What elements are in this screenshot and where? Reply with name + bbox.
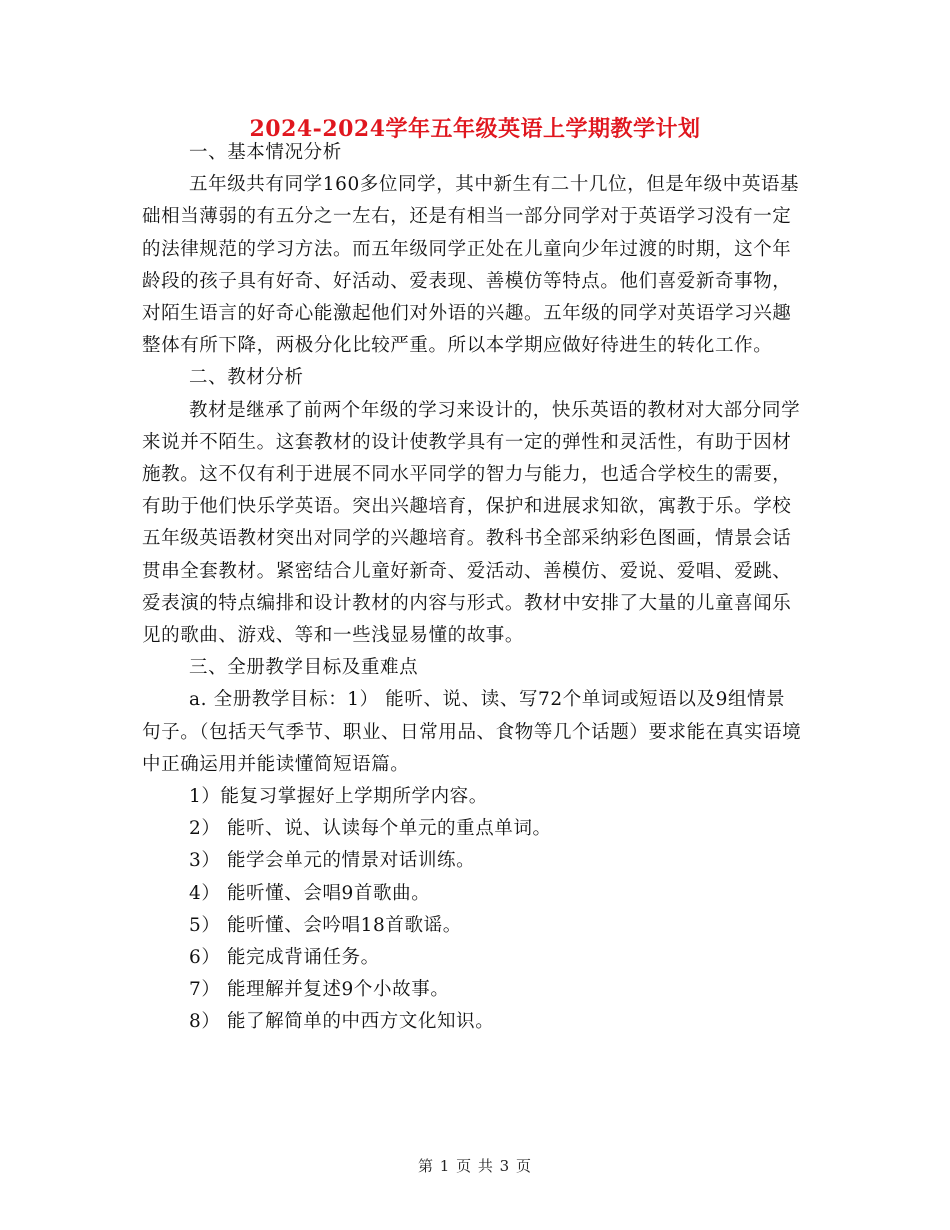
document-body <box>142 137 802 1039</box>
list-item: 5） 能听懂、会吟唱18首歌谣。 <box>189 914 462 936</box>
list-item: 4） 能听懂、会唱9首歌曲。 <box>189 882 431 904</box>
document-title: 2024-2024学年五年级英语上学期教学计划 <box>249 116 701 142</box>
list-item: 2） 能听、说、认读每个单元的重点单词。 <box>189 818 552 840</box>
list-item: 6） 能完成背诵任务。 <box>189 947 380 969</box>
paragraph-goals: a. 全册教学目标：1） 能听、说、读、写72个单词或短语以及9组情景句子。（包括天气季节、职业、日常用品、食物等几个话题）要求能在真实语境中正确运用并能读懂简短语篇。 <box>142 689 802 775</box>
page-footer: 第 1 页 共 3 页 <box>418 1157 532 1175</box>
section-heading-1: 一、基本情况分析 <box>189 142 342 163</box>
list-item: 1）能复习掌握好上学期所学内容。 <box>189 786 488 808</box>
section-heading-3: 三、全册教学目标及重难点 <box>189 657 419 679</box>
section-heading-2: 二、教材分析 <box>189 367 304 389</box>
paragraph-situation: 五年级共有同学160多位同学，其中新生有二十几位，但是年级中英语基础相当薄弱的有五分之一左右，还是有相当一部分同学对于英语学习没有一定的法律规范的学习方法。而五年级同学正处在儿童向少年过渡的时期，这个年龄段的孩子具有好奇、好活动、爱表现、善模仿等特点。他们喜爱新奇事物，对陌生语言的好奇心能激起他们对外语的兴趣。五年级的同学对英语学习兴趣整体有所下降，两极分化比较严重。所以本学期应做好待进生的转化工作。 <box>142 174 800 357</box>
paragraph-textbook: 教材是继承了前两个年级的学习来设计的，快乐英语的教材对大部分同学来说并不陌生。这套教材的设计使教学具有一定的弹性和灵活性，有助于因材施教。这不仅有利于进展不同水平同学的智力与能力，也适合学校生的需要，有助于他们快乐学英语。突出兴趣培育，保护和进展求知欲，寓教于乐。学校五年级英语教材突出对同学的兴趣培育。教科书全部采纳彩色图画，情景会话贯串全套教材。紧密结合儿童好新奇、爱活动、善模仿、爱说、爱唱、爱跳、爱表演的特点编排和设计教材的内容与形式。教材中安排了大量的儿童喜闻乐见的歌曲、游戏、等和一些浅显易懂的故事。 <box>142 399 801 647</box>
list-item: 3） 能学会单元的情景对话训练。 <box>189 850 476 872</box>
list-item: 8） 能了解简单的中西方文化知识。 <box>189 1011 495 1033</box>
list-item: 7） 能理解并复述9个小故事。 <box>189 979 450 1001</box>
